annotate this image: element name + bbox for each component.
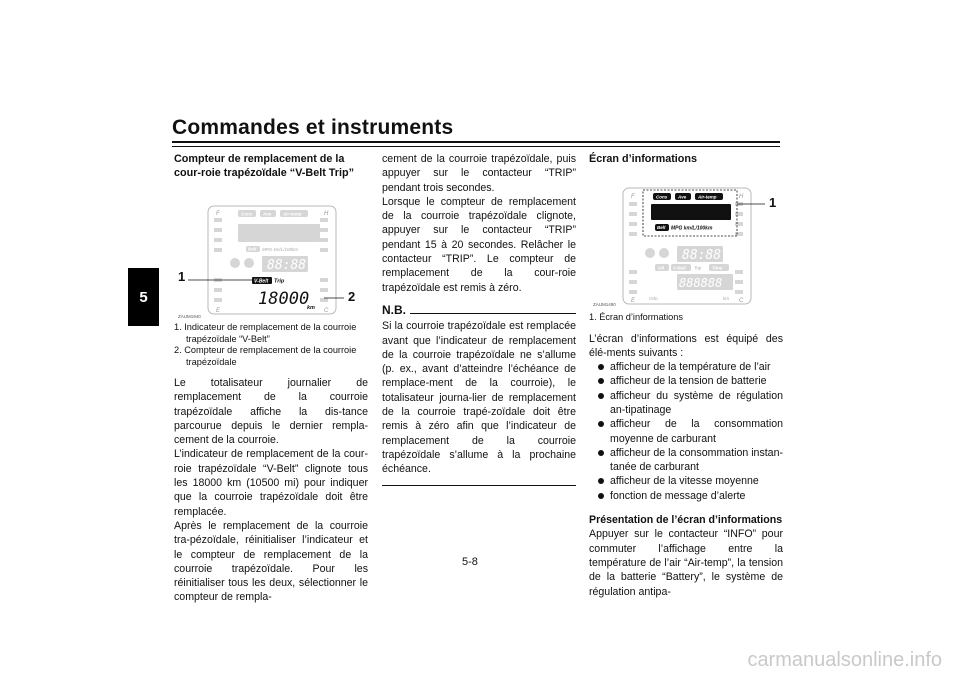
nb-rule — [410, 313, 576, 314]
nb-body: Si la courroie trapézoïdale est remplacée avant que l’indicateur de remplacement de la courroie trapézoïdale ne s’allume (p. ex., avant d’atteindre l’échéance de remplace-ment de la courroie), le totalisateur journa-lier de remplacement de la courroie trapé-zoïdale doit être remis à zéro afin que l’indicateur de remplacement de la courroie trapézoïdale s’allume à la prochaine échéance. — [382, 320, 576, 476]
list-item: afficheur de la consommation instan-tanée de carburant — [589, 446, 783, 475]
lcd-ave-label: Ave — [678, 194, 687, 200]
lcd-f-label: F — [631, 194, 635, 200]
lcd-vbelt-indicator: V-Belt — [254, 278, 269, 285]
figure-vbelt-meter — [174, 184, 368, 320]
page-header-title: Commandes et instruments — [172, 116, 454, 139]
callout-2: 2 — [348, 289, 356, 304]
page-number: 5-8 — [462, 556, 478, 568]
intro-text: L’écran d’informations est équipé des élé-ments suivants : — [589, 332, 783, 359]
watermark: carmanualsonline.info — [747, 649, 942, 671]
list-item: fonction de message d’alerte — [589, 489, 783, 503]
lcd-e-label: E — [631, 298, 636, 304]
lcd-airtemp-label: Air-temp — [283, 211, 302, 217]
column-3 — [589, 152, 783, 599]
section-heading-info-display: Écran d’informations — [589, 153, 697, 165]
caption-item: 1. Indicateur de remplacement de la courroie trapézoïdale “V-Belt” — [174, 322, 357, 344]
body-text: Appuyer sur le contacteur “INFO” pour commuter l’affichage entre la température de l’air “Air-temp”, la tension de la batterie “Battery”, le système de régulation antipa- — [589, 528, 783, 598]
list-item: afficheur de la consommation moyenne de carburant — [589, 417, 783, 446]
lcd-cons-label: Cons — [656, 194, 668, 200]
lcd-belt-label: Belt — [248, 246, 257, 252]
lcd-cons-label: Cons — [241, 211, 253, 217]
body-text: cement de la courroie trapézoïdale, puis appuyer sur le contacteur “TRIP” pendant trois secondes. Lorsque le compteur de remplacement de la courroie trapézoïdale clignote, appuyer sur le contacteur “TRIP” pendant 15 à 20 secondes. Relâcher le contacteur “TRIP”. Le compteur de remplacement de la cour-roie trapézoïdale est remis à zéro. — [382, 153, 576, 294]
lcd-oil-label: Oil — [658, 265, 665, 271]
lcd-vbelt-label: V-Belt — [673, 265, 686, 271]
lcd-clock: 88:88 — [682, 248, 722, 263]
lcd-km-label: km — [723, 296, 729, 301]
chapter-tab: 5 — [128, 268, 159, 326]
lcd-odometer: 888888 — [679, 276, 723, 290]
callout-1: 1 — [178, 269, 186, 284]
list-item: afficheur du système de régulation an-tipatinage — [589, 389, 783, 418]
lcd-clock: 88:88 — [267, 258, 307, 273]
lcd-c-label: C — [324, 308, 329, 314]
figure-code: ZAUM1490 — [593, 302, 616, 307]
lcd-e-label: E — [216, 308, 221, 314]
lcd-km-unit: km — [307, 305, 315, 311]
caption-item: 1. Écran d’informations — [589, 312, 683, 322]
lcd-trip-label: Trip — [274, 278, 285, 285]
feature-list — [589, 360, 783, 503]
lcd-c-label: C — [739, 298, 744, 304]
lcd-h-label: H — [324, 211, 329, 217]
figure-code: ZAUM1940 — [178, 314, 201, 319]
body-text: Le totalisateur journalier de remplacement de la courroie trapézoïdale affiche la dis-tance parcourue depuis le dernier rempla-cement de la courroie. L’indicateur de remplacement de la cour-roie trapézoïdale “V-Belt” clignote tous les 18000 km (10500 mi) pour indiquer que la courroie trapézoïdale doit être remplacée. Après le remplacement de la courroie tra-pézoïdale, réinitialiser l’indicateur et le compteur de remplacement de la courroie trapézoïdale. Pour les réinitialiser tous les deux, sélectionner le compteur de rempla- — [174, 377, 368, 604]
lcd-f-label: F — [216, 211, 220, 217]
nb-title: N.B. — [382, 302, 406, 317]
section-heading-vbelt-trip: Compteur de remplacement de la cour-roie trapézoïdale “V-Belt Trip” — [174, 153, 354, 179]
list-item: afficheur de la vitesse moyenne — [589, 474, 783, 488]
caption-item: 2. Compteur de remplacement de la courroie trapézoïdale — [174, 345, 357, 367]
callout-1: 1 — [769, 195, 777, 210]
header-rule-thin — [172, 146, 780, 147]
nb-end-rule — [382, 485, 576, 486]
column-2 — [382, 152, 576, 486]
lcd-odo-label: Odo — [649, 296, 658, 301]
list-item: afficheur de la température de l’air — [589, 360, 783, 374]
lcd-airtemp-label: Air-temp — [698, 194, 717, 200]
lcd-vbelt-counter: 18000 — [258, 289, 310, 309]
lcd-time-label: Time — [712, 265, 723, 271]
header-rule — [172, 141, 780, 143]
figure-captions — [174, 322, 368, 368]
figure-info-display — [589, 174, 783, 310]
subheading-info-display: Présentation de l’écran d’informations — [589, 514, 783, 527]
lcd-trip-label: Trip — [694, 265, 702, 271]
lcd-units-label: MPG km/L/100km — [671, 225, 713, 232]
nb-heading — [382, 303, 576, 317]
lcd-h-label: H — [739, 194, 744, 200]
lcd-belt-label: Belt — [657, 225, 666, 230]
list-item: afficheur de la tension de batterie — [589, 374, 783, 388]
info-lcd-illustration — [589, 174, 783, 310]
instrument-lcd-illustration — [174, 184, 368, 320]
column-1 — [174, 152, 368, 605]
figure-caption — [589, 312, 783, 324]
lcd-units-label: MPG km/L/100km — [262, 247, 299, 252]
lcd-ave-label: Ave — [263, 211, 272, 217]
